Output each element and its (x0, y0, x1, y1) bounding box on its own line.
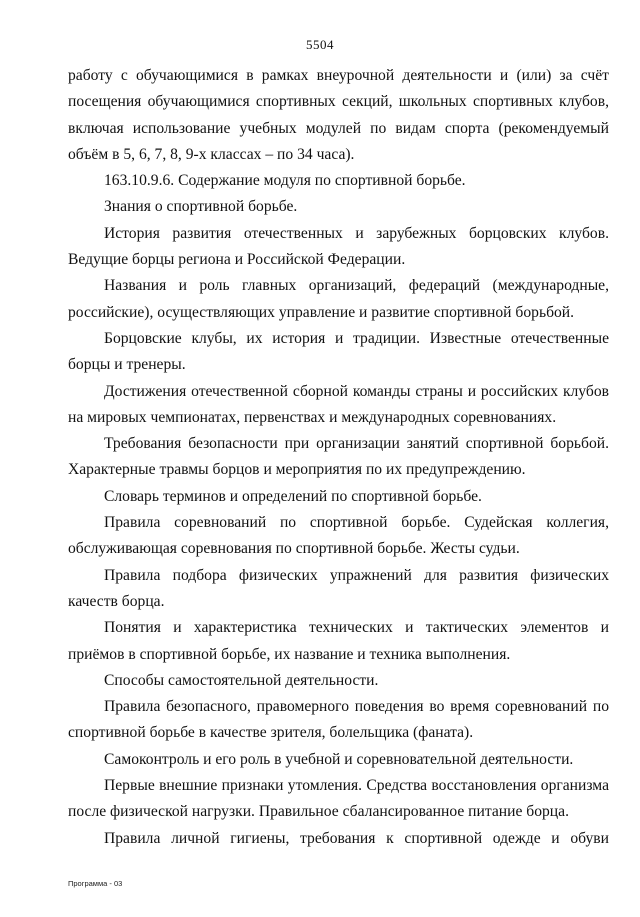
paragraph: Правила безопасного, правомерного поведения во время соревнований по спортивной борьбе в качестве зрителя, болельщика (фаната). (68, 698, 609, 742)
paragraph: Первые внешние признаки утомления. Средства восстановления организма после физической нагрузки. Правильное сбалансированное питание борца. (68, 777, 609, 821)
paragraph-subheading-methods: Способы самостоятельной деятельности. (104, 671, 379, 689)
paragraph: Названия и роль главных организаций, федераций (международные, российские), осуществляющих управление и развитие спортивной борьбой. (68, 277, 609, 321)
footer-label: Программа - 03 (68, 879, 123, 888)
paragraph: Понятия и характеристика технических и тактических элементов и приёмов в спортивной борьбе, их название и техника выполнения. (68, 619, 609, 663)
paragraph: Достижения отечественной сборной команды страны и российских клубов на мировых чемпионатах, первенствах и международных соревнованиях. (68, 382, 609, 426)
paragraph: Требования безопасности при организации занятий спортивной борьбой. Характерные травмы борцов и мероприятия по их предупреждению. (68, 435, 609, 479)
paragraph: Правила соревнований по спортивной борьбе. Судейская коллегия, обслуживающая соревнования по спортивной борьбе. Жесты судьи. (68, 514, 609, 558)
paragraph: Борцовские клубы, их история и традиции. Известные отечественные борцы и тренеры. (68, 329, 609, 374)
paragraph: История развития отечественных и зарубежных борцовских клубов. Ведущие борцы региона и Российской Федерации. (68, 224, 609, 269)
paragraph: Самоконтроль и его роль в учебной и соревновательной деятельности. (104, 750, 574, 768)
paragraph-section-heading: 163.10.9.6. Содержание модуля по спортивной борьбе. (104, 172, 466, 190)
page-number: 5504 (306, 37, 334, 52)
paragraph: Правила подбора физических упражнений для развития физических качеств борца. (68, 566, 609, 610)
document-body (68, 63, 609, 852)
paragraph-subheading-knowledge: Знания о спортивной борьбе. (104, 198, 298, 216)
paragraph: Словарь терминов и определений по спортивной борьбе. (104, 487, 482, 505)
paragraph-continued-next-page: Правила личной гигиены, требования к спортивной одежде и обуви (104, 829, 609, 847)
paragraph-continuation: работу с обучающимися в рамках внеурочной деятельности и (или) за счёт посещения обучающимися спортивных секций, школьных спортивных клубов, включая использование учебных модулей по видам спорта (рекомендуемый объём в 5, 6, 7, 8, 9-х классах – по 34 часа). (68, 67, 609, 163)
